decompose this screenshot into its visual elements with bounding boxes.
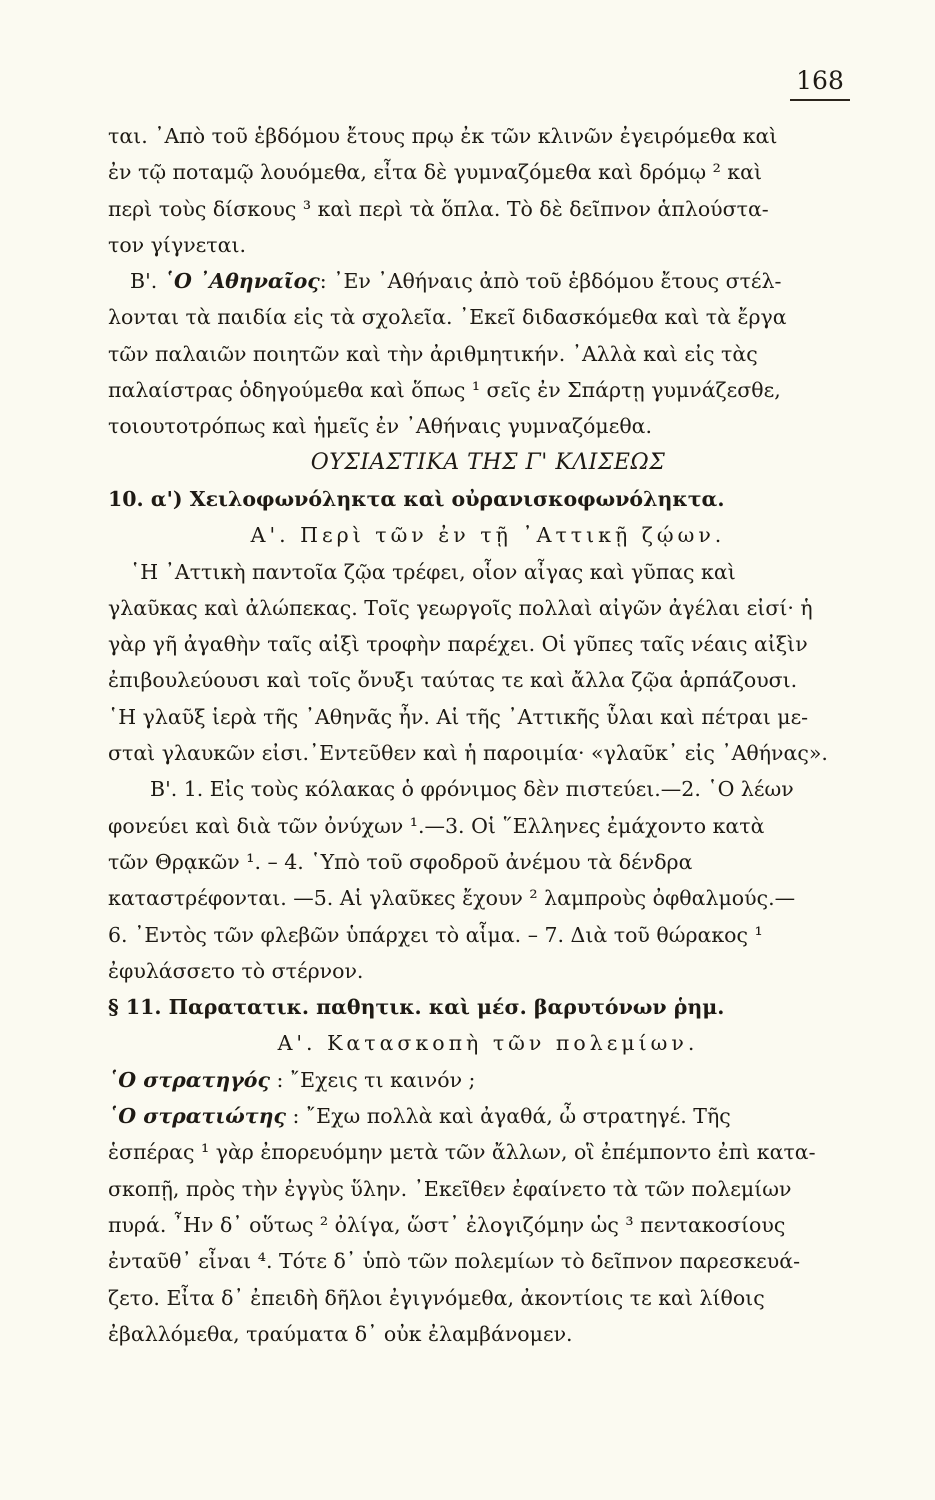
text-line: σταὶ γλαυκῶν εἰσι.᾽Εντεῦθεν καὶ ἡ παροιμία· «γλαῦκ᾽ εἰς ᾽Αθήνας». xyxy=(108,741,828,766)
section-heading-11: § 11. Παρατατικ. παθητικ. καὶ μέσ. βαρυτόνων ῥημ. xyxy=(108,995,725,1020)
text-line: ζετο. Εἶτα δ᾽ ἐπειδὴ δῆλοι ἐγιγνόμεθα, ἀκοντίοις τε καὶ λίθοις xyxy=(108,1285,765,1310)
page-text xyxy=(108,118,868,1352)
speaker-soldier: ῾Ο στρατιώτης xyxy=(108,1104,286,1129)
exercise-label: Β'. xyxy=(130,269,164,294)
text-line: ἑσπέρας ¹ γὰρ ἐπορευόμην μετὰ τῶν ἄλλων, οἳ ἐπέμποντο ἐπὶ κατα- xyxy=(108,1140,816,1165)
text-line: φονεύει καὶ διὰ τῶν ὀνύχων ¹.—3. Οἱ ῞Ελληνες ἐμάχοντο κατὰ xyxy=(108,813,765,838)
text-line: ἐνταῦθ᾽ εἶναι ⁴. Τότε δ᾽ ὑπὸ τῶν πολεμίων τὸ δεῖπνον παρεσκευά- xyxy=(108,1249,801,1274)
text-line: τῶν Θρᾳκῶν ¹. – 4. ῾Υπὸ τοῦ σφοδροῦ ἀνέμου τὰ δένδρα xyxy=(108,849,693,874)
text-line: πυρά. ῏Ην δ᾽ οὕτως ² ὀλίγα, ὥστ᾽ ἐλογιζόμην ὡς ³ πεντακοσίους xyxy=(108,1212,786,1237)
speaker-general: ῾Ο στρατηγός xyxy=(108,1067,270,1092)
text-line: τοιουτοτρόπως καὶ ἡμεῖς ἐν ᾽Αθήναις γυμναζόμεθα. xyxy=(108,414,653,439)
text-line: τον γίγνεται. xyxy=(108,232,247,257)
text-line: γλαῦκας καὶ ἀλώπεκας. Τοῖς γεωργοῖς πολλαὶ αἰγῶν ἀγέλαι εἰσί· ἡ xyxy=(108,595,813,620)
section-heading-10: 10. α') Χειλοφωνόληκτα καὶ οὐρανισκοφωνόληκτα. xyxy=(108,486,725,511)
section-title: ΟΥΣΙΑΣΤΙΚΑ ΤΗΣ Γ' ΚΛΙΣΕΩΣ xyxy=(310,449,666,475)
text-line: ἐβαλλόμεθα, τραύματα δ᾽ οὐκ ἐλαμβάνομεν. xyxy=(108,1321,573,1346)
text-line: 6. ᾽Εντὸς τῶν φλεβῶν ὑπάρχει τὸ αἷμα. – 7. Διὰ τοῦ θώρακος ¹ xyxy=(108,922,763,947)
text-line: λονται τὰ παιδία εἰς τὰ σχολεῖα. ᾽Εκεῖ διδασκόμεθα καὶ τὰ ἔργα xyxy=(108,305,787,330)
text-line: Β'. 1. Εἰς τοὺς κόλακας ὁ φρόνιμος δὲν πιστεύει.—2. ῾Ο λέων xyxy=(150,777,794,802)
text-line xyxy=(108,1098,868,1134)
text-line: ῾Η γλαῦξ ἱερὰ τῆς ᾽Αθηνᾶς ἦν. Αἱ τῆς ᾽Αττικῆς ὗλαι καὶ πέτραι με- xyxy=(108,704,809,729)
text-line: ἐφυλάσσετο τὸ στέρνον. xyxy=(108,958,364,983)
text-line: καταστρέφονται. —5. Αἱ γλαῦκες ἔχουν ² λαμπροὺς ὀφθαλμούς.— xyxy=(108,886,796,911)
text-segment: : ῎Εχεις τι καινόν ; xyxy=(269,1067,476,1092)
text-line xyxy=(108,263,868,299)
text-line: ἐν τῷ ποταμῷ λουόμεθα, εἶτα δὲ γυμναζόμεθα καὶ δρόμῳ ² καὶ xyxy=(108,160,762,185)
text-line: ῾Η ᾽Αττικὴ παντοῖα ζῷα τρέφει, οἷον αἶγας καὶ γῦπας καὶ xyxy=(130,559,736,584)
page-number: 168 xyxy=(790,66,850,101)
text-line: ἐπιβουλεύουσι καὶ τοῖς ὄνυξι ταύτας τε καὶ ἄλλα ζῷα ἁρπάζουσι. xyxy=(108,668,798,693)
text-line xyxy=(108,1062,868,1098)
text-line: περὶ τοὺς δίσκους ³ καὶ περὶ τὰ ὅπλα. Τὸ δὲ δεῖπνον ἁπλούστα- xyxy=(108,196,769,221)
subheading-reconnaissance: Α'. Κατασκοπὴ τῶν πολεμίων. xyxy=(277,1031,699,1056)
text-line: παλαίστρας ὁδηγούμεθα καὶ ὅπως ¹ σεῖς ἐν Σπάρτῃ γυμνάζεσθε, xyxy=(108,378,781,403)
text-segment: : ῎Εχω πολλὰ καὶ ἀγαθά, ὦ στρατηγέ. Τῆς xyxy=(285,1104,731,1129)
text-line: ται. ᾽Απὸ τοῦ ἑβδόμου ἔτους πρῳ ἐκ τῶν κλινῶν ἐγειρόμεθα καὶ xyxy=(108,124,778,148)
speaker-athenian: ῾Ο ᾽Αθηναῖος xyxy=(163,269,320,294)
text-line: τῶν παλαιῶν ποιητῶν καὶ τὴν ἀριθμητικήν. ᾽Αλλὰ καὶ εἰς τὰς xyxy=(108,341,758,366)
text-segment: : ᾽Εν ᾽Αθήναις ἀπὸ τοῦ ἑβδόμου ἔτους στέλ- xyxy=(319,269,782,294)
text-line: γὰρ γῆ ἀγαθὴν ταῖς αἰξὶ τροφὴν παρέχει. Οἱ γῦπες ταῖς νέαις αἰξὶν xyxy=(108,632,808,657)
subheading-attica: Α'. Περὶ τῶν ἐν τῇ ᾽Αττικῇ ζῴων. xyxy=(250,523,726,548)
text-line: σκοπῇ, πρὸς τὴν ἐγγὺς ὕλην. ᾽Εκεῖθεν ἐφαίνετο τὰ τῶν πολεμίων xyxy=(108,1176,792,1201)
